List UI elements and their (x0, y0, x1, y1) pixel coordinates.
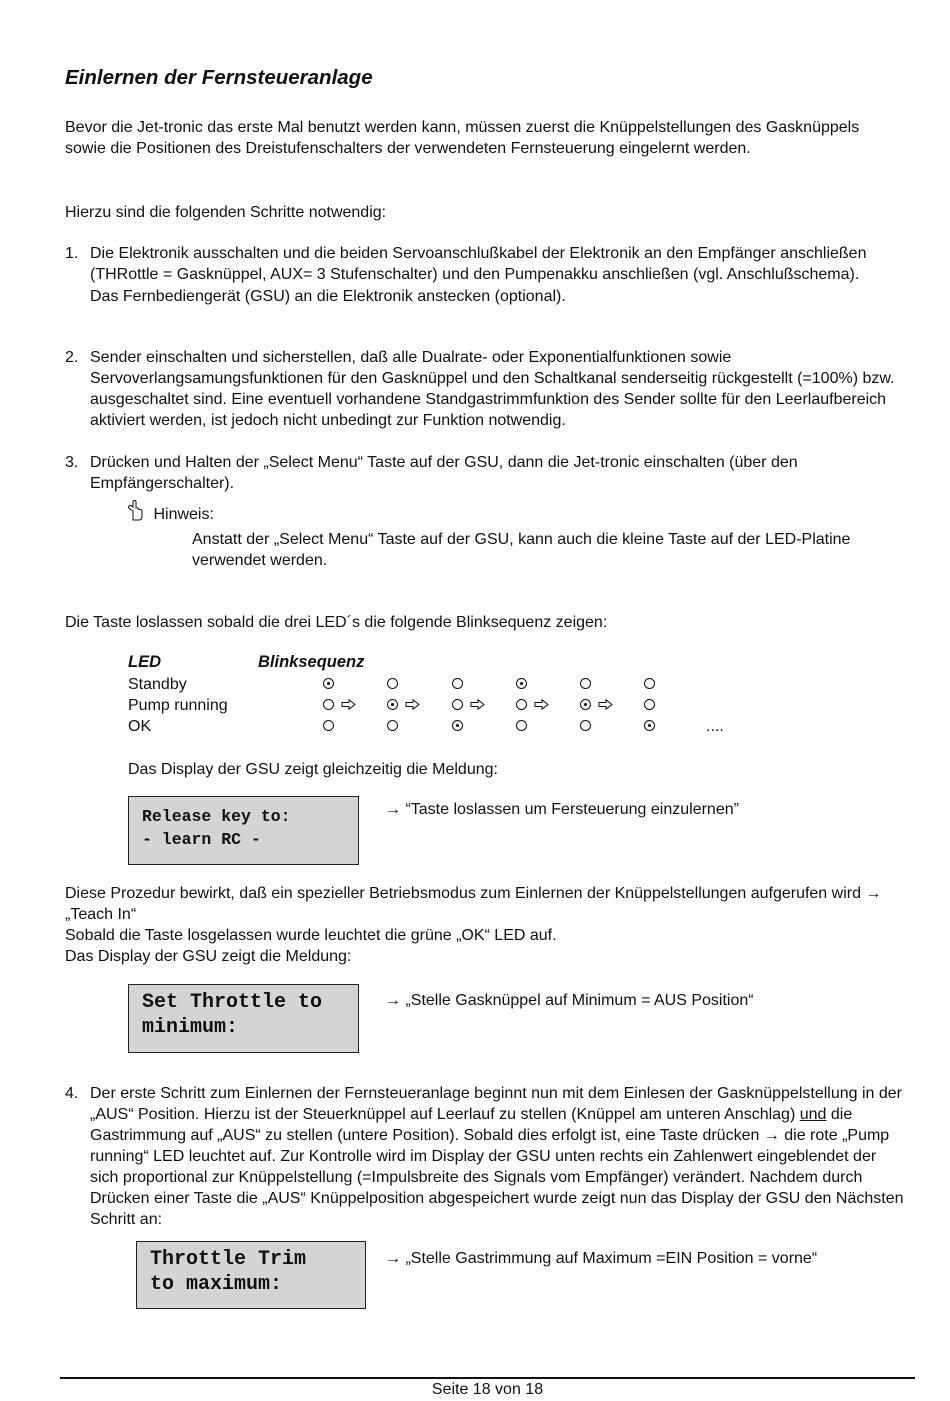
lcd-display (128, 796, 359, 865)
step-1-text-2: Das Fernbediengerät (GSU) an die Elektronik anstecken (optional). (90, 288, 566, 305)
lcd-line-1: Release key to: (142, 807, 291, 826)
led-off-icon (516, 720, 527, 731)
led-off-icon (452, 678, 463, 689)
steps-intro: Hierzu sind die folgenden Schritte notwendig: (65, 204, 387, 221)
led-off-icon (387, 678, 398, 689)
led-row-label: Standby (128, 676, 187, 693)
display-message-paragraph: Das Display der GSU zeigt die Meldung: (65, 948, 352, 965)
hollow-arrow-right-icon (534, 699, 549, 710)
hollow-arrow-right-icon (598, 699, 613, 710)
hint-label: Hinweis: (153, 506, 214, 523)
led-on-icon (644, 720, 655, 731)
step-number: 1. (65, 245, 79, 262)
led-off-icon (644, 699, 655, 710)
page-number: Seite 18 von 18 (431, 1381, 544, 1398)
step-4-text (90, 1083, 905, 1230)
led-off-icon (323, 699, 334, 710)
hint (127, 500, 214, 525)
step-2-text: Sender einschalten und sicherstellen, daß alle Dualrate- oder Exponentialfunktionen sowie Servoverlangsamungsfunktionen für den Gasknüppel und den Schaltkanal senderseitig rückgestellt (=100%) bzw. ausgeschaltet sind. Eine eventuell vorhandene Standgastrimmfunktion des Sender sollte für den Leerlaufbereich aktiviert werden, ist jedoch nicht unbedingt zur Funktion notwendig. (90, 349, 895, 429)
step-number: 4. (65, 1085, 79, 1102)
led-on-icon (580, 699, 591, 710)
lcd-note: → „Stelle Gasknüppel auf Minimum = AUS Position“ (385, 992, 754, 1009)
led-column-header: LED (128, 653, 161, 671)
led-off-icon (516, 699, 527, 710)
led-on-icon (387, 699, 398, 710)
step-4-text-underlined: und (799, 1106, 827, 1123)
led-off-icon (644, 678, 655, 689)
pointing-finger-icon (127, 500, 145, 522)
hint-text: Anstatt der „Select Menu“ Taste auf der GSU, kann auch die kleine Taste auf der LED-Platine verwendet werden. (192, 531, 851, 569)
led-on-icon (516, 678, 527, 689)
lcd-line-2: to maximum: (150, 1273, 283, 1296)
lcd-line-1: Throttle Trim (150, 1248, 307, 1271)
step-number: 2. (65, 349, 79, 366)
led-row-label: OK (128, 718, 152, 735)
lcd-display (136, 1241, 366, 1309)
lcd-note: → “Taste loslassen um Fersteuerung einzulernen” (385, 801, 739, 818)
page-title: Einlernen der Fernsteueranlage (65, 66, 373, 89)
led-off-icon (323, 720, 334, 731)
lcd-note: → „Stelle Gastrimmung auf Maximum =EIN Position = vorne“ (385, 1250, 818, 1267)
hollow-arrow-right-icon (341, 699, 356, 710)
step-number: 3. (65, 454, 79, 471)
display-intro: Das Display der GSU zeigt gleichzeitig die Meldung: (128, 761, 498, 778)
led-off-icon (387, 720, 398, 731)
footer-divider (60, 1377, 915, 1379)
release-paragraph: Die Taste loslassen sobald die drei LED´s die folgende Blinksequenz zeigen: (65, 614, 608, 631)
led-off-icon (452, 699, 463, 710)
step-3-text: Drücken und Halten der „Select Menu“ Taste auf der GSU, dann die Jet-tronic einschalten (über den Empfängerschalter). (90, 454, 798, 492)
sequence-ellipsis: .... (706, 718, 724, 735)
step-4-text-b: die Gastrimmung auf „AUS“ zu stellen (untere Position). Sobald dies erfolgt ist, eine Taste drücken → die rote „Pump running“ LED leuchtet auf. Zur Kontrolle wird im Display der GSU unten rechts ein Zahlenwert eingeblendet der sich proportional zur Knüppelstellung (=Impulsbreite des Signals vom Empfänger) verändert. Nachdem durch Drücken einer Taste die „AUS“ Knüppelposition abgespeichert wurde zeigt nun das Display der GSU den Nächsten Schritt an: (90, 1106, 904, 1228)
led-off-icon (580, 678, 591, 689)
lcd-display (128, 984, 359, 1053)
led-row-label: Pump running (128, 697, 228, 714)
hollow-arrow-right-icon (405, 699, 420, 710)
lcd-line-2: - learn RC - (142, 830, 261, 849)
step-1-text: Die Elektronik ausschalten und die beiden Servoanschlußkabel der Elektronik an den Empfänger anschließen (THRottle = Gasknüppel, AUX= 3 Stufenschalter) und den Pumpenakku anschließen (vgl. Anschlußschema). (90, 245, 867, 283)
procedure-paragraph: Diese Prozedur bewirkt, daß ein spezieller Betriebsmodus zum Einlernen der Knüppelstellungen aufgerufen wird → „Teach In“ (65, 885, 882, 923)
lcd-line-1: Set Throttle to (142, 991, 323, 1014)
ok-led-paragraph: Sobald die Taste losgelassen wurde leuchtet die grüne „OK“ LED auf. (65, 927, 557, 944)
intro-paragraph: Bevor die Jet-tronic das erste Mal benutzt werden kann, müssen zuerst die Knüppelstellungen des Gasknüppels sowie die Positionen des Dreistufenschalters der verwendeten Fernsteuerung eingelernt werden. (65, 119, 860, 157)
led-on-icon (452, 720, 463, 731)
lcd-line-2: minimum: (142, 1016, 239, 1039)
hollow-arrow-right-icon (470, 699, 485, 710)
step-4-text-a: Der erste Schritt zum Einlernen der Fernsteueranlage beginnt nun mit dem Einlesen der Gasknüppelstellung in der „AUS“ Position. Hierzu ist der Steuerknüppel auf Leerlauf zu stellen (Knüppel am unteren Anschlag) (90, 1085, 902, 1123)
sequence-column-header: Blinksequenz (258, 653, 365, 671)
led-off-icon (580, 720, 591, 731)
led-on-icon (323, 678, 334, 689)
